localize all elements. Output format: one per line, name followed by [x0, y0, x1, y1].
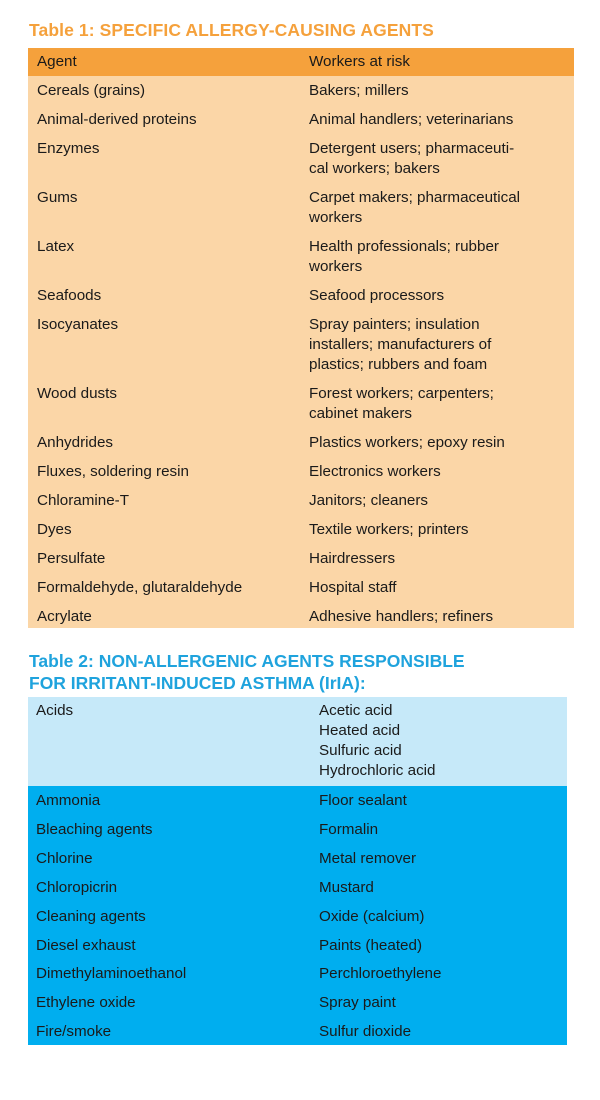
acid-item: Hydrochloric acid	[319, 762, 436, 779]
table1-workers-cell: installers; manufacturers of	[309, 336, 492, 353]
irritant-agents-list	[28, 786, 567, 1045]
table1-agent-cell: Anhydrides	[37, 434, 113, 451]
table2-left-cell: Cleaning agents	[36, 907, 146, 925]
table2-left-cell: Dimethylaminoethanol	[36, 965, 187, 983]
table1-agent-cell: Fluxes, soldering resin	[37, 463, 189, 480]
table1-workers-cell: Textile workers; printers	[309, 521, 469, 538]
table2-left-cell: Ethylene oxide	[36, 994, 136, 1012]
table1-workers-cell: Detergent users; pharmaceuti-	[309, 140, 515, 157]
table2-right-cell: Paints (heated)	[319, 936, 422, 954]
table1-workers-cell: workers	[309, 258, 363, 275]
table2-right-cell: Metal remover	[319, 849, 417, 867]
table2-right-cell: Perchloroethylene	[319, 965, 442, 983]
table2-left-cell: Fire/smoke	[36, 1023, 112, 1041]
table2-left-cell: Ammonia	[36, 792, 101, 809]
acids-list	[319, 701, 435, 781]
table1-workers-cell: Plastics workers; epoxy resin	[309, 434, 505, 451]
table1-agent-cell: Wood dusts	[37, 385, 117, 402]
table1-agent-cell: Persulfate	[37, 550, 106, 567]
table1-agent-cell: Gums	[37, 189, 78, 206]
acid-item: Heated acid	[319, 722, 401, 739]
table1-workers-cell: Forest workers; carpenters;	[309, 385, 494, 402]
table1-workers-cell: cal workers; bakers	[309, 160, 440, 177]
table1-agent-cell: Chloramine-T	[37, 492, 129, 509]
table1-header-agent: Agent	[37, 53, 77, 70]
acid-item: Sulfuric acid	[319, 742, 402, 759]
table1-agent-cell: Formaldehyde, glutaraldehyde	[37, 579, 243, 596]
table1-header-row	[28, 48, 574, 76]
table1-workers-cell: Health professionals; rubber	[309, 238, 499, 255]
table1-agent-cell: Isocyanates	[37, 316, 119, 333]
table1-workers-cell: Animal handlers; veterinarians	[309, 111, 514, 128]
table1-agent-cell: Animal-derived proteins	[37, 111, 197, 128]
table2-right-cell: Floor sealant	[319, 792, 407, 809]
acid-item: Acetic acid	[319, 702, 393, 719]
table2-left-cell: Diesel exhaust	[36, 936, 136, 954]
allergy-agents-table	[28, 48, 574, 628]
table1-workers-cell: Spray painters; insulation	[309, 316, 480, 333]
table1-workers-cell: Seafood processors	[309, 287, 445, 304]
table2-left-cell: Chloropicrin	[36, 878, 118, 896]
table1-workers-cell: cabinet makers	[309, 405, 412, 422]
table2-right-cell: Sulfur dioxide	[319, 1023, 412, 1041]
table1-workers-cell: workers	[309, 209, 363, 226]
table1-workers-cell: Hairdressers	[309, 550, 396, 567]
table1-workers-cell: Bakers; millers	[309, 82, 409, 99]
table2-right-cell: Oxide (calcium)	[319, 907, 425, 925]
acids-label: Acids	[36, 702, 74, 719]
acids-row	[28, 697, 567, 786]
table1-agent-cell: Enzymes	[37, 140, 100, 157]
table2-right-cell: Formalin	[319, 820, 379, 838]
table1-workers-cell: Hospital staff	[309, 579, 397, 596]
table1-header-workers: Workers at risk	[309, 53, 410, 70]
table1-title: Table 1: SPECIFIC ALLERGY-CAUSING AGENTS	[29, 20, 434, 40]
table2-title-line: FOR IRRITANT-INDUCED ASTHMA (IrIA):	[29, 673, 366, 693]
table2-left-cell: Chlorine	[36, 849, 93, 867]
table1-workers-cell: plastics; rubbers and foam	[309, 356, 488, 373]
table2-title-line: Table 2: NON-ALLERGENIC AGENTS RESPONSIBLE	[29, 651, 465, 671]
table1-workers-cell: Janitors; cleaners	[309, 492, 429, 509]
table1-agent-cell: Seafoods	[37, 287, 102, 304]
table2-left-cell: Bleaching agents	[36, 820, 153, 838]
table2-title	[29, 650, 465, 694]
table1-workers-cell: Carpet makers; pharmaceutical	[309, 189, 521, 206]
table1-agent-cell: Latex	[37, 238, 75, 255]
table2-right-cell: Mustard	[319, 878, 374, 896]
table1-workers-cell: Electronics workers	[309, 463, 441, 480]
table1-workers-cell: Adhesive handlers; refiners	[309, 608, 494, 625]
irritant-agents-table	[28, 697, 567, 1045]
table1-agent-cell: Cereals (grains)	[37, 82, 146, 99]
table1-agent-cell: Acrylate	[37, 608, 92, 625]
table2-right-cell: Spray paint	[319, 994, 396, 1012]
table1-agent-cell: Dyes	[37, 521, 72, 538]
